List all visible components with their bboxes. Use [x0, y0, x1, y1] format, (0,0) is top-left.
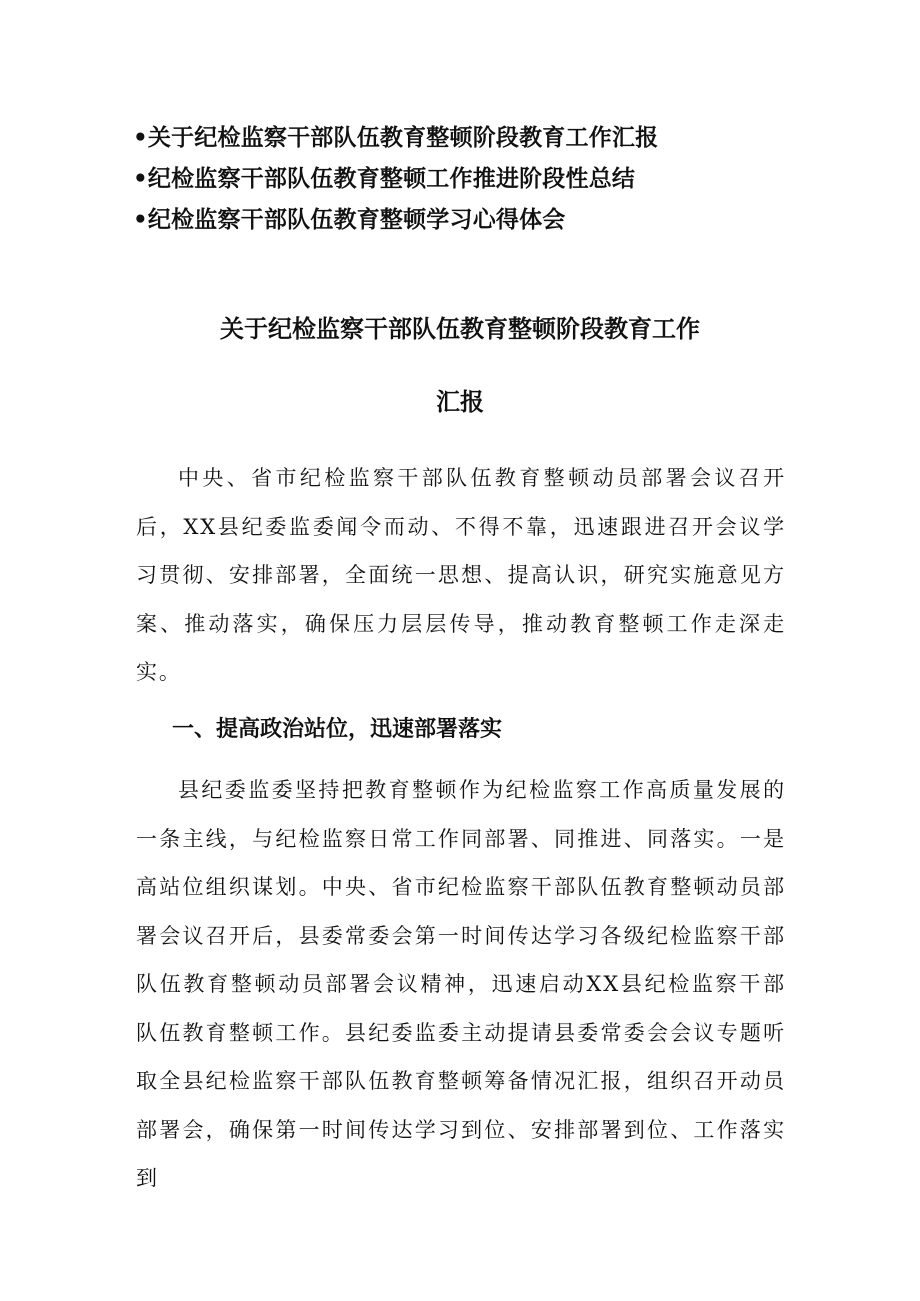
table-of-contents	[133, 118, 833, 241]
toc-item-1[interactable]: •关于纪检监察干部队伍教育整顿阶段教育工作汇报	[133, 125, 659, 151]
paragraph-section-1: 县纪委监委坚持把教育整顿作为纪检监察工作高质量发展的一条主线，与纪检监察日常工作同部署、同推进、同落实。一是高站位组织谋划。中央、省市纪检监察干部队伍教育整顿动员部署会议召开后，县委常委会第一时间传达学习各级纪检监察干部队伍教育整顿动员部署会议精神，迅速启动XX县纪检监察干部队伍教育整顿工作。县纪委监委主动提请县委常委会会议专题听取全县纪检监察干部队伍教育整顿筹备情况汇报，组织召开动员部署会，确保第一时间传达学习到位、安排部署到位、工作落实到	[136, 778, 786, 1190]
toc-item-3[interactable]: •纪检监察干部队伍教育整顿学习心得体会	[133, 207, 566, 233]
toc-item-2[interactable]: •纪检监察干部队伍教育整顿工作推进阶段性总结	[133, 166, 636, 192]
document-title-line-1: 关于纪检监察干部队伍教育整顿阶段教育工作	[220, 315, 700, 343]
section-heading-1: 一、提高政治站位，迅速部署落实	[172, 717, 503, 742]
paragraph-intro: 中央、省市纪检监察干部队伍教育整顿动员部署会议召开后，XX县纪委监委闻令而动、不得不靠，迅速跟进召开会议学习贯彻、安排部署，全面统一思想、提高认识，研究实施意见方案、推动落实，确保压力层层传导，推动教育整顿工作走深走实。	[136, 466, 786, 684]
document-title-line-2: 汇报	[436, 388, 484, 416]
